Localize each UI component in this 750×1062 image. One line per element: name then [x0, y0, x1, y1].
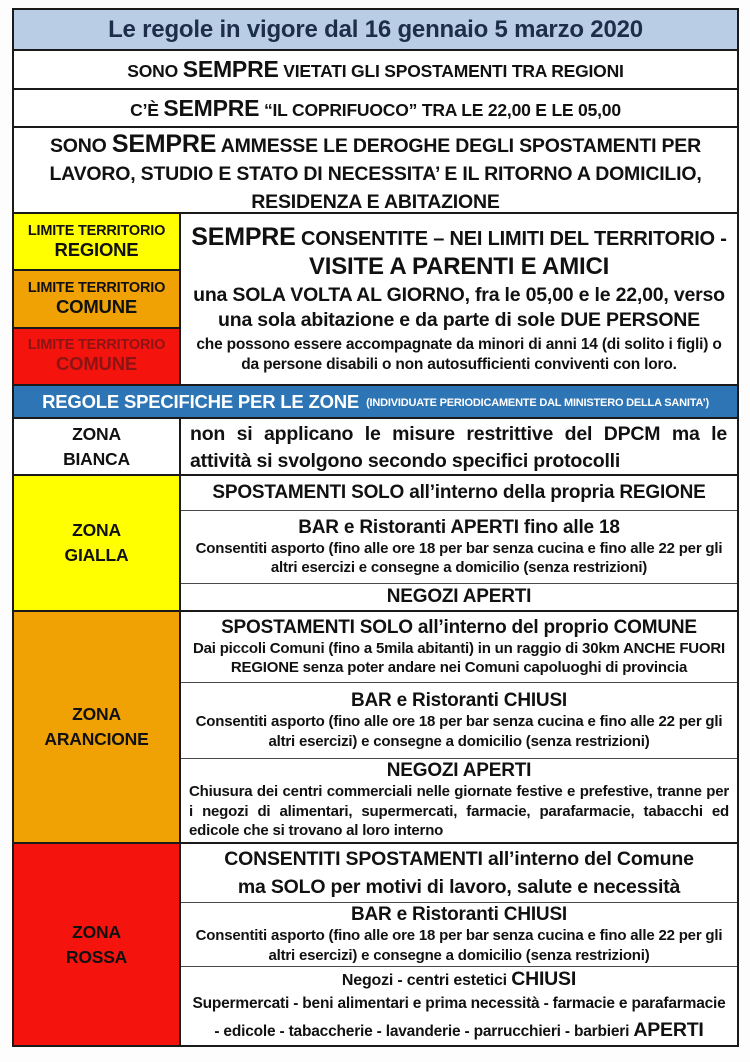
zone-rules-gialla [181, 476, 737, 610]
rule-text: SONO SEMPRE VIETATI GLI SPOSTAMENTI TRA REGIONI [127, 56, 624, 82]
rule-detail: Chiusura dei centri commerciali nelle giornate festive e prefestive, tranne per i negozi di alimentari, supermercati, farmacie, parafarmacie, tabacchi ed edicole che si trovano al loro interno [189, 783, 729, 840]
rule-text: C’È SEMPRE “IL COPRIFUOCO” TRA LE 22,00 E LE 05,00 [130, 94, 621, 121]
rule-detail: Dai piccoli Comuni (fino a 5mila abitanti) in un raggio di 30km ANCHE FUORI REGIONE senza poter andare nei Comuni capoluoghi di provincia [193, 639, 725, 676]
limit-scope: REGIONE [54, 238, 139, 260]
limit-box-comune-orange [14, 269, 179, 326]
zone-name-line2: ROSSA [65, 946, 128, 967]
rule-title-line2: ma SOLO per motivi di lavoro, salute e necessità [237, 876, 681, 898]
zone-bianca-rule: non si applicano le misure restrittive del DPCM ma le attività si svolgono secondo specifici protocolli [190, 423, 727, 472]
zones-section-title: REGOLE SPECIFICHE PER LE ZONE [42, 390, 360, 412]
zone-row-bianca [14, 417, 737, 474]
rule-title-line1: CONSENTITI SPOSTAMENTI all’interno del Comune [224, 848, 694, 870]
zone-name-line1: ZONA [72, 921, 121, 942]
zones-section-subtitle: (INDIVIDUATE PERIODICAMENTE DAL MINISTERO DELLA SANITA’) [366, 397, 709, 409]
rule-detail: Supermercati - beni alimentari e prima necessità - farmacie e parafarmacie - edicole - tabaccherie - lavanderie - parrucchieri - barbieri APERTI [192, 995, 726, 1041]
territory-limits-column [14, 214, 181, 384]
rule-detail: Consentiti asporto (fino alle ore 18 per bar senza cucina e fino alle 22 per gli altri esercizi e consegne a domicilio (senza restrizioni) [195, 539, 723, 576]
zone-name-line2: BIANCA [63, 448, 130, 469]
rule-title: Negozi - centri estetici CHIUSI [341, 968, 577, 990]
rule-title: SPOSTAMENTI SOLO all’interno del proprio COMUNE [221, 616, 697, 638]
visits-exceptions: che possono essere accompagnate da minori di anni 14 (di solito i figli) o da persone disabili o non autosufficienti conviventi con loro. [196, 336, 722, 373]
zone-label-arancione [14, 612, 181, 842]
zones-section-header [14, 384, 737, 417]
zone-label-rossa [14, 844, 181, 1045]
rule-detail: Consentiti asporto (fino alle ore 18 per bar senza cucina e fino alle 22 per gli altri esercizi) e consegne a domicilio (senza restrizioni) [195, 927, 723, 964]
zone-row-arancione [14, 610, 737, 842]
zone-rules-arancione [181, 612, 737, 842]
zone-label-gialla [14, 476, 181, 610]
limit-box-comune-red [14, 327, 179, 384]
gialla-bar-restaurant-rule [181, 510, 737, 583]
gialla-movement-rule [181, 476, 737, 510]
arancione-movement-rule [181, 612, 737, 682]
zone-name-line2: GIALLA [64, 545, 129, 565]
zone-row-gialla [14, 474, 737, 610]
rule-title: BAR e Ristoranti CHIUSI [350, 904, 568, 925]
rule-no-interregional-travel [14, 49, 737, 88]
zone-row-rossa [14, 842, 737, 1045]
page-title: Le regole in vigore dal 16 gennaio 5 marzo 2020 [108, 15, 643, 43]
limit-label: LIMITE TERRITORIO [27, 337, 166, 354]
limit-scope: COMUNE [55, 353, 138, 375]
rossa-bar-restaurant-rule [181, 902, 737, 966]
zone-name-line2: ARANCIONE [44, 729, 149, 749]
gialla-shops-rule [181, 583, 737, 610]
limit-label: LIMITE TERRITORIO [27, 222, 166, 239]
arancione-bar-restaurant-rule [181, 682, 737, 758]
rules-table [12, 8, 739, 1047]
visits-rules-text [181, 214, 737, 384]
rule-title: BAR e Ristoranti CHIUSI [350, 690, 568, 711]
rule-title: NEGOZI APERTI [386, 760, 532, 782]
visits-heading: SEMPRE CONSENTITE – NEI LIMITI DEL TERRITORIO - [191, 223, 727, 251]
rule-detail: Consentiti asporto (fino alle ore 18 per bar senza cucina e fino alle 22 per gli altri esercizi) e consegne a domicilio (senza restrizioni) [195, 713, 723, 750]
arancione-shops-rule [181, 758, 737, 842]
visits-title: VISITE A PARENTI E AMICI [308, 253, 610, 280]
zone-name-line1: ZONA [72, 423, 121, 444]
zone-name-line1: ZONA [72, 704, 121, 724]
rule-title: NEGOZI APERTI [386, 586, 532, 607]
page-title-row [14, 10, 737, 49]
zone-rules-rossa [181, 844, 737, 1045]
visits-conditions: una SOLA VOLTA AL GIORNO, fra le 05,00 e le 22,00, verso una sola abitazione e da parte di sole DUE PERSONE [193, 284, 725, 331]
zone-rules-bianca [181, 419, 737, 474]
rule-title: BAR e Ristoranti APERTI fino alle 18 [298, 516, 620, 538]
rossa-shops-rule [181, 966, 737, 1046]
rule-text: SONO SEMPRE AMMESSE LE DEROGHE DEGLI SPOSTAMENTI PER LAVORO, STUDIO E STATO DI NECESSITA’ E IL RITORNO A DOMICILIO, RESIDENZA E ABITAZIONE [49, 130, 702, 213]
rule-exemptions [14, 126, 737, 212]
limit-scope: COMUNE [55, 295, 138, 317]
limit-box-regione [14, 214, 179, 269]
territory-visits-section [14, 212, 737, 384]
limit-label: LIMITE TERRITORIO [27, 279, 166, 296]
zone-name-line1: ZONA [72, 520, 121, 540]
rule-curfew [14, 88, 737, 126]
rossa-movement-rule [181, 844, 737, 902]
rule-title: SPOSTAMENTI SOLO all’interno della propria REGIONE [212, 482, 706, 503]
zone-label-bianca [14, 419, 181, 474]
